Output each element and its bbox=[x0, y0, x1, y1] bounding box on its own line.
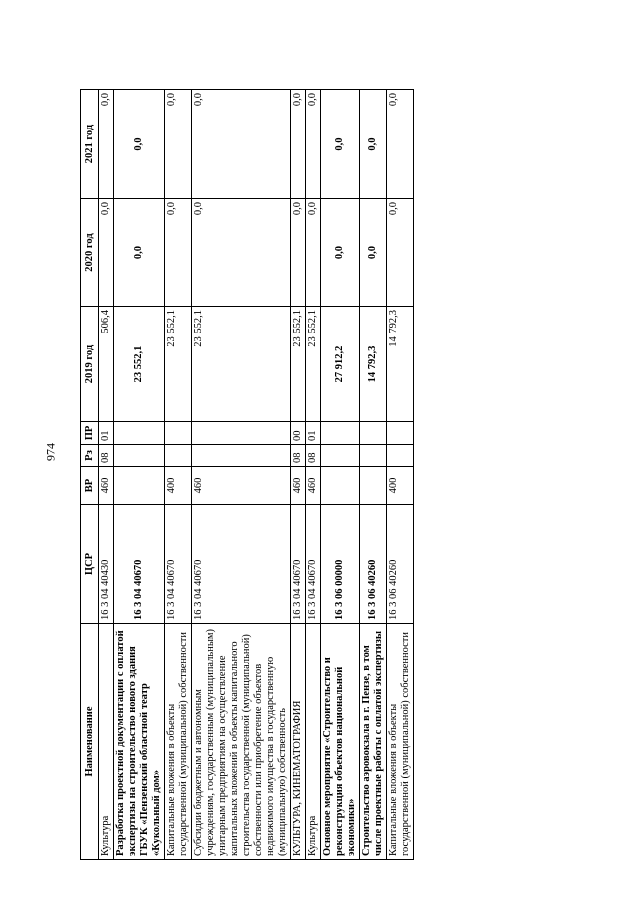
cell-y2019: 506,4 bbox=[99, 307, 114, 422]
cell-y2019: 23 552,1 bbox=[114, 307, 165, 422]
table-row bbox=[192, 90, 291, 860]
cell-y2021: 0,0 bbox=[321, 90, 360, 199]
table-row bbox=[114, 90, 165, 860]
cell-rz bbox=[165, 445, 192, 467]
cell-y2020: 0,0 bbox=[99, 199, 114, 307]
cell-pr: 00 bbox=[291, 422, 306, 445]
cell-y2021: 0,0 bbox=[306, 90, 321, 199]
cell-csr: 16 3 06 00000 bbox=[321, 505, 360, 624]
cell-y2019: 23 552,1 bbox=[192, 307, 291, 422]
cell-csr: 16 3 04 40670 bbox=[165, 505, 192, 624]
cell-pr bbox=[387, 422, 414, 445]
cell-y2020: 0,0 bbox=[360, 199, 387, 307]
cell-y2021: 0,0 bbox=[291, 90, 306, 199]
header-2020: 2020 год bbox=[81, 199, 99, 307]
cell-y2020: 0,0 bbox=[192, 199, 291, 307]
cell-y2019: 27 912,2 bbox=[321, 307, 360, 422]
page-number: 974 bbox=[43, 443, 58, 461]
table-row bbox=[165, 90, 192, 860]
cell-y2020: 0,0 bbox=[387, 199, 414, 307]
cell-rz bbox=[387, 445, 414, 467]
cell-y2020: 0,0 bbox=[114, 199, 165, 307]
header-2019: 2019 год bbox=[81, 307, 99, 422]
table-body bbox=[99, 90, 414, 860]
cell-pr bbox=[321, 422, 360, 445]
cell-vr: 460 bbox=[306, 467, 321, 505]
cell-pr bbox=[114, 422, 165, 445]
table-row bbox=[360, 90, 387, 860]
cell-vr bbox=[321, 467, 360, 505]
cell-vr: 400 bbox=[165, 467, 192, 505]
header-2021: 2021 год bbox=[81, 90, 99, 199]
header-name: Наименование bbox=[81, 624, 99, 860]
cell-vr bbox=[114, 467, 165, 505]
cell-vr: 460 bbox=[192, 467, 291, 505]
cell-y2021: 0,0 bbox=[192, 90, 291, 199]
header-vr: ВР bbox=[81, 467, 99, 505]
cell-y2019: 23 552,1 bbox=[306, 307, 321, 422]
cell-y2019: 23 552,1 bbox=[165, 307, 192, 422]
cell-csr: 16 3 04 40670 bbox=[306, 505, 321, 624]
cell-name: КУЛЬТУРА, КИНЕМАТОГРАФИЯ bbox=[291, 624, 306, 860]
cell-name: Капитальные вложения в объекты государственной (муниципальной) собственности bbox=[165, 624, 192, 860]
cell-pr bbox=[192, 422, 291, 445]
cell-y2021: 0,0 bbox=[387, 90, 414, 199]
cell-y2020: 0,0 bbox=[306, 199, 321, 307]
cell-name: Культура bbox=[306, 624, 321, 860]
cell-rz: 08 bbox=[291, 445, 306, 467]
cell-rz bbox=[192, 445, 291, 467]
header-pr: ПР bbox=[81, 422, 99, 445]
cell-y2020: 0,0 bbox=[321, 199, 360, 307]
cell-name: Строительство аэровокзала в г. Пензе, в том числе проектные работы с оплатой экспертизы bbox=[360, 624, 387, 860]
cell-name: Разработка проектной документации с оплатой экспертизы на строительство нового здания ГБУК «Пензенский областной театр «Кукольный дом» bbox=[114, 624, 165, 860]
table-header-row bbox=[81, 90, 99, 860]
cell-y2020: 0,0 bbox=[291, 199, 306, 307]
cell-y2020: 0,0 bbox=[165, 199, 192, 307]
cell-pr: 01 bbox=[99, 422, 114, 445]
cell-vr bbox=[360, 467, 387, 505]
cell-y2019: 14 792,3 bbox=[387, 307, 414, 422]
cell-rz bbox=[360, 445, 387, 467]
budget-table bbox=[80, 89, 414, 860]
table-row bbox=[99, 90, 114, 860]
cell-y2019: 14 792,3 bbox=[360, 307, 387, 422]
cell-pr bbox=[165, 422, 192, 445]
cell-y2021: 0,0 bbox=[99, 90, 114, 199]
cell-name: Субсидии бюджетным и автономным учреждениям, государственным (муниципальным) унитарным предприятиям на осуществление капитальных вложений в объекты капитального строительства государственной (муниципальной) собственности или приобретение объектов недвижимого имущества в государственную (муниципальную) собственность bbox=[192, 624, 291, 860]
cell-y2021: 0,0 bbox=[360, 90, 387, 199]
cell-csr: 16 3 06 40260 bbox=[387, 505, 414, 624]
cell-vr: 400 bbox=[387, 467, 414, 505]
table-row bbox=[387, 90, 414, 860]
cell-pr: 01 bbox=[306, 422, 321, 445]
cell-rz bbox=[321, 445, 360, 467]
cell-csr: 16 3 06 40260 bbox=[360, 505, 387, 624]
cell-csr: 16 3 04 40670 bbox=[192, 505, 291, 624]
cell-vr: 460 bbox=[99, 467, 114, 505]
cell-csr: 16 3 04 40670 bbox=[291, 505, 306, 624]
cell-csr: 16 3 04 40670 bbox=[114, 505, 165, 624]
cell-rz: 08 bbox=[99, 445, 114, 467]
cell-vr: 460 bbox=[291, 467, 306, 505]
table-row bbox=[291, 90, 306, 860]
cell-pr bbox=[360, 422, 387, 445]
budget-table-container bbox=[80, 90, 458, 860]
header-csr: ЦСР bbox=[81, 505, 99, 624]
cell-y2019: 23 552,1 bbox=[291, 307, 306, 422]
cell-csr: 16 3 04 40430 bbox=[99, 505, 114, 624]
cell-y2021: 0,0 bbox=[165, 90, 192, 199]
header-rz: Рз bbox=[81, 445, 99, 467]
table-row bbox=[306, 90, 321, 860]
cell-y2021: 0,0 bbox=[114, 90, 165, 199]
cell-rz bbox=[114, 445, 165, 467]
table-row bbox=[321, 90, 360, 860]
cell-name: Культура bbox=[99, 624, 114, 860]
cell-name: Капитальные вложения в объекты государственной (муниципальной) собственности bbox=[387, 624, 414, 860]
cell-rz: 08 bbox=[306, 445, 321, 467]
cell-name: Основное мероприятие «Строительство и реконструкция объектов национальной экономики» bbox=[321, 624, 360, 860]
